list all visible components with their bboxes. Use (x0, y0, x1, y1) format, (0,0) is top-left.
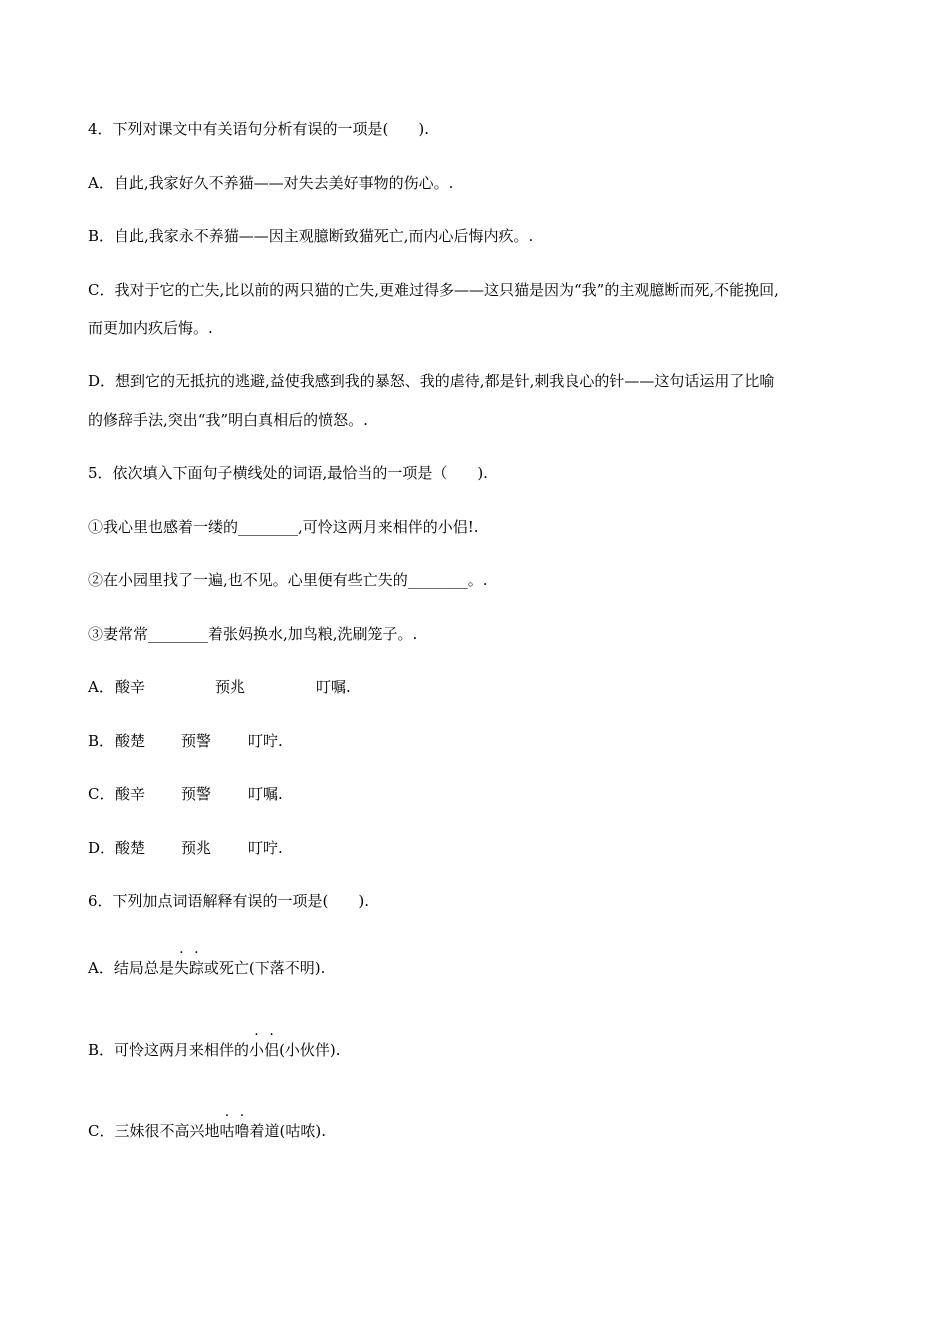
q5-option-a-letter: A． (88, 678, 114, 696)
q6-option-c-dotted-char-1: 咕 (219, 1122, 235, 1140)
q6-option-c-dotted-char-2: 噜 (234, 1122, 250, 1140)
q6-option-c (88, 1121, 326, 1141)
q5-option-b-word-1: 酸楚 (115, 732, 146, 750)
q5-option-c-word-1: 酸辛 (115, 785, 146, 803)
q5-sentence-2: ②在小园里找了一遍,也不见。心里便有些亡失的________。. (88, 571, 488, 589)
q5-option-c-word-3: 叮嘱. (248, 785, 283, 803)
q5-option-a-word-2: 预兆 (215, 678, 246, 696)
q5-option-d-letter: D． (88, 839, 116, 857)
q6-option-a-dotted-char-2: 踪 (188, 959, 204, 977)
q6-option-c-suffix: 着道(咕哝). (249, 1122, 326, 1140)
q5-option-b-word-2: 预警 (181, 732, 212, 750)
q6-option-a-prefix: A．结局总是 (88, 959, 174, 977)
q4-option-a: A．自此,我家好久不养猫——对失去美好事物的伤心。. (88, 174, 454, 192)
q5-option-a-word-1: 酸辛 (115, 678, 146, 696)
q4-option-d: D．想到它的无抵抗的逃避,益使我感到我的暴怒、我的虐待,都是针,刺我良心的针——这句话运用了比喻 (88, 372, 775, 390)
q6-option-a-dotted-char-1: 失 (173, 959, 189, 977)
q4-stem: 4．下列对课文中有关语句分析有误的一项是( ). (88, 120, 430, 138)
q4-option-b: B．自此,我家永不养猫——因主观臆断致猫死亡,而内心后悔内疚。. (88, 227, 534, 245)
q4-option-c-cont: 而更加内疚后悔。. (88, 319, 213, 337)
q6-stem: 6．下列加点词语解释有误的一项是( ). (88, 892, 370, 910)
q5-option-d-word-2: 预兆 (181, 839, 212, 857)
q6-option-a-suffix: 或死亡(下落不明). (203, 959, 326, 977)
q5-option-d-word-1: 酸楚 (115, 839, 146, 857)
q5-option-b-letter: B． (88, 732, 115, 750)
q6-option-b-prefix: B．可怜这两月来相伴的 (88, 1041, 250, 1059)
q6-option-a (88, 958, 325, 978)
q6-option-b-dotted-char-1: 小 (249, 1041, 265, 1059)
q5-option-d-word-3: 叮咛. (248, 839, 283, 857)
q4-option-d-cont: 的修辞手法,突出“我”明白真相后的愤怒。. (88, 411, 368, 429)
q4-option-c: C．我对于它的亡失,比以前的两只猫的亡失,更难过得多——这只猫是因为“我”的主观臆断而死,不能挽回, (88, 281, 779, 299)
q5-option-b-word-3: 叮咛. (248, 732, 283, 750)
q6-option-c-prefix: C．三妹很不高兴地 (88, 1122, 220, 1140)
q5-option-a-word-3: 叮嘱. (316, 678, 351, 696)
q6-option-b-suffix: (小伙伴). (279, 1041, 341, 1059)
q5-sentence-3: ③妻常常________着张妈换水,加鸟粮,洗刷笼子。. (88, 625, 418, 643)
q6-option-b (88, 1040, 341, 1060)
q5-option-c-letter: C． (88, 785, 115, 803)
q6-option-b-dotted-char-2: 侣 (264, 1041, 280, 1059)
q5-option-c-word-2: 预警 (181, 785, 212, 803)
q5-sentence-1: ①我心里也感着一缕的________,可怜这两月来相伴的小侣!. (88, 518, 479, 536)
q5-stem: 5．依次填入下面句子横线处的词语,最恰当的一项是（ ). (88, 464, 488, 482)
